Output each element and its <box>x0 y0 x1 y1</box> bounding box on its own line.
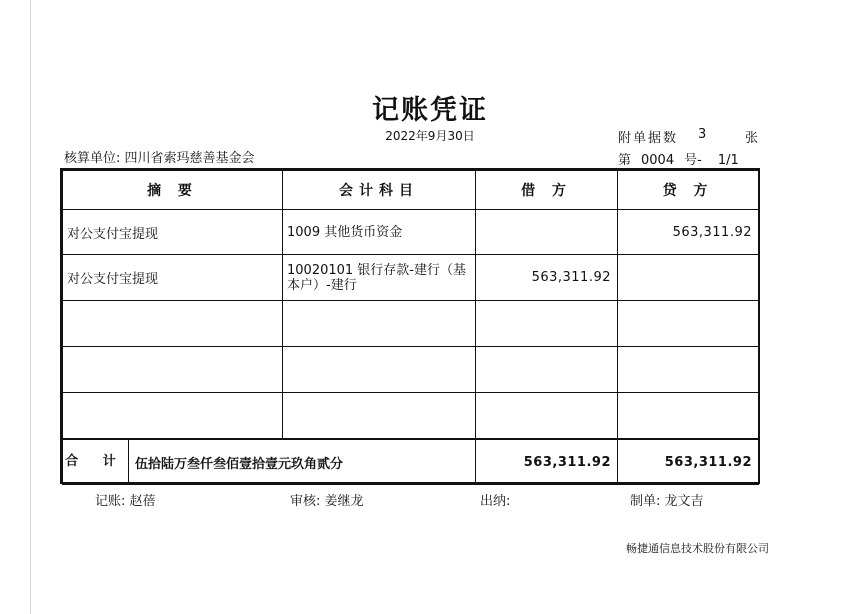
voucher-number-prefix: 第 <box>618 153 632 168</box>
table-row <box>63 301 759 347</box>
table-row <box>63 393 759 440</box>
voucher-table <box>60 168 760 484</box>
entry-debit <box>476 347 618 393</box>
entry-account: 10020101 银行存款-建行（基本户）-建行 <box>283 255 476 301</box>
header-debit: 借 方 <box>476 171 618 210</box>
total-label: 合 计 <box>63 440 129 484</box>
signature-bookkeeper <box>95 490 156 509</box>
total-cell <box>63 439 476 485</box>
signature-cashier <box>480 490 510 509</box>
header-summary: 摘 要 <box>63 171 283 210</box>
header-credit: 贷 方 <box>618 171 759 210</box>
cashier-label: 出纳: <box>480 494 511 509</box>
bookkeeper-name: 赵蓓 <box>129 494 156 509</box>
table-row <box>63 255 759 301</box>
entry-account <box>283 393 476 440</box>
table-row <box>63 210 759 255</box>
voucher-date: 2022年9月30日 <box>385 129 475 143</box>
bookkeeper-label: 记账: <box>95 494 126 509</box>
signature-reviewer <box>290 490 364 509</box>
entry-account <box>283 347 476 393</box>
entry-credit <box>618 347 759 393</box>
attachments-suffix: 张 <box>745 131 759 146</box>
header-account: 会计科目 <box>283 171 476 210</box>
entry-account <box>283 301 476 347</box>
entry-credit <box>618 301 759 347</box>
signature-preparer <box>630 490 704 509</box>
entry-credit: 563,311.92 <box>618 210 759 255</box>
entry-summary <box>63 347 283 393</box>
unit-name: 四川省索玛慈善基金会 <box>124 151 255 166</box>
entry-debit <box>476 393 618 440</box>
entry-debit: 563,311.92 <box>476 255 618 301</box>
total-credit: 563,311.92 <box>618 439 759 485</box>
entry-debit <box>476 301 618 347</box>
preparer-name: 龙文吉 <box>664 494 704 509</box>
attachments-count: 3 <box>698 127 707 142</box>
voucher-number-value: 0004 <box>641 153 675 168</box>
total-debit: 563,311.92 <box>476 439 618 485</box>
voucher-page: 1/1 <box>717 153 739 168</box>
entry-credit <box>618 255 759 301</box>
entry-summary <box>63 301 283 347</box>
unit-label: 核算单位: <box>64 151 121 166</box>
voucher-title: 记账凭证 <box>372 95 488 126</box>
entry-summary: 对公支付宝提现 <box>63 210 283 255</box>
reviewer-name: 姜继龙 <box>324 494 364 509</box>
table-row <box>63 347 759 393</box>
entry-credit <box>618 393 759 440</box>
attachments-label: 附单据数 <box>618 131 679 146</box>
software-company: 畅捷通信息技术股份有限公司 <box>626 542 769 555</box>
total-row <box>63 439 759 485</box>
entry-summary: 对公支付宝提现 <box>63 255 283 301</box>
total-amount-words: 伍拾陆万叁仟叁佰壹拾壹元玖角贰分 <box>135 456 344 472</box>
reviewer-label: 审核: <box>290 494 321 509</box>
accounting-unit <box>64 147 255 166</box>
entry-summary <box>63 393 283 440</box>
voucher-number-suffix: 号- <box>684 153 702 168</box>
preparer-label: 制单: <box>630 494 661 509</box>
entry-account: 1009 其他货币资金 <box>283 210 476 255</box>
voucher-number <box>618 149 739 168</box>
entry-debit <box>476 210 618 255</box>
